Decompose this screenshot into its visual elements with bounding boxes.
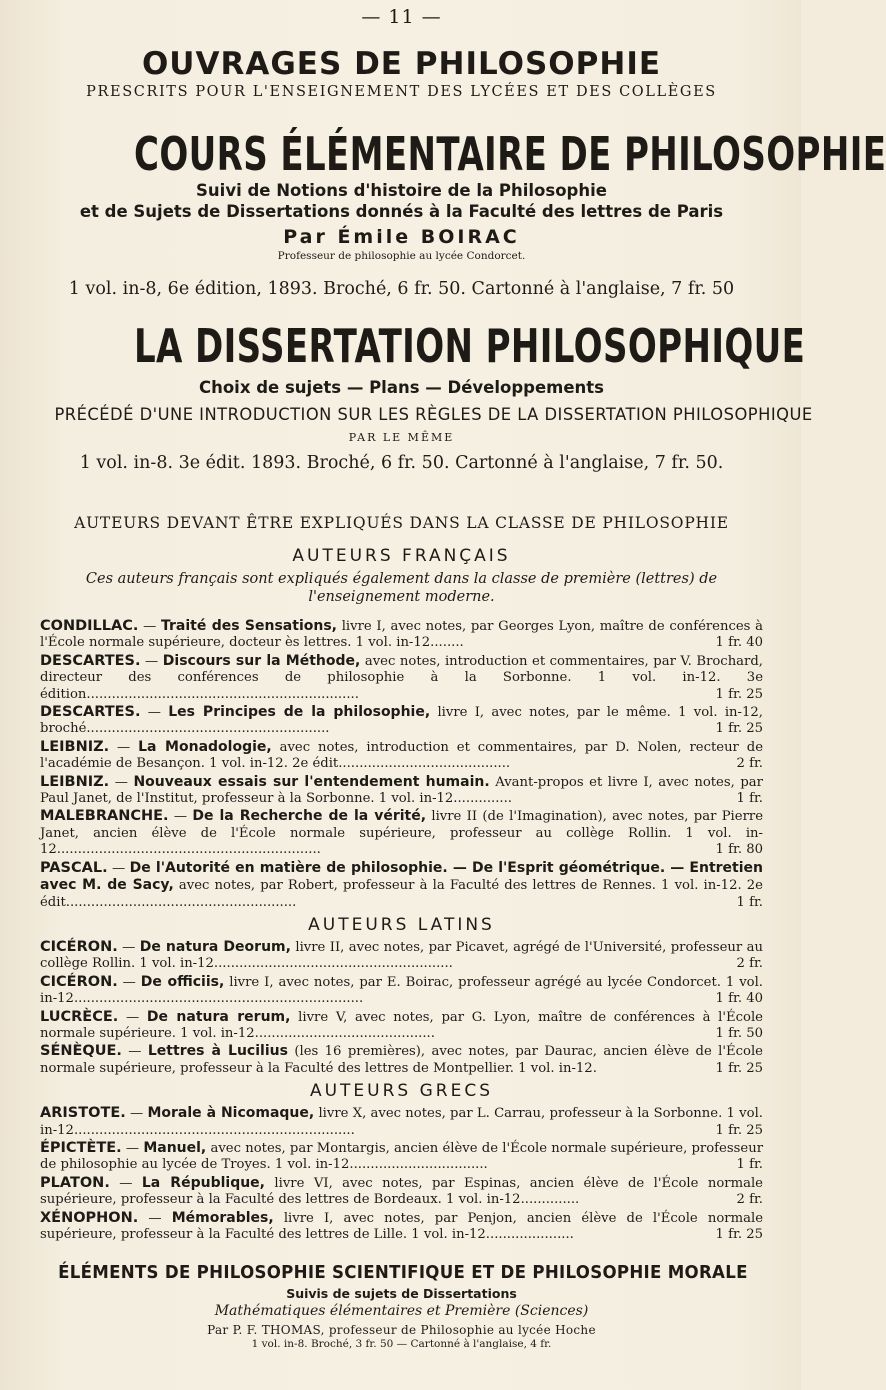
book-title-cours: COURS ÉLÉMENTAIRE DE PHILOSOPHIE xyxy=(133,127,886,181)
book-dissertation-choix: Choix de sujets — Plans — Développements xyxy=(198,378,604,397)
book-dissertation-preceded: PRÉCÉDÉ D'UNE INTRODUCTION SUR LES RÈGLES DE LA DISSERTATION PHILOSOPHIQUE xyxy=(54,405,813,425)
francais-note: Ces auteurs français sont expliqués également dans la classe de première (lettres) de l'enseignement moderne. xyxy=(85,571,718,605)
book-elements-author: Par P. F. THOMAS, professeur de Philosophie au lycée Hoche xyxy=(207,1323,596,1338)
list-item: LEIBNIZ. — La Monadologie, avec notes, introduction et commentaires, par D. Nolen, recteur de l'académie de Besançon. 1 vol. in-12. 2e édit......................................... 2 fr. xyxy=(40,738,763,772)
list-item: PLATON. — La République, livre VI, avec notes, par Espinas, ancien élève de l'École normale supérieure, professeur à la Faculté des lettres de Bordeaux. 1 vol. in-12.............. 2 fr. xyxy=(40,1174,763,1208)
book-cours-author-role: Professeur de philosophie au lycée Condorcet. xyxy=(277,250,526,262)
book-title-dissertation: LA DISSERTATION PHILOSOPHIQUE xyxy=(133,319,806,373)
list-item: PASCAL. — De l'Autorité en matière de philosophie. — De l'Esprit géométrique. — Entretien avec M. de Sacy, avec notes, par Robert, professeur à la Faculté des lettres de Rennes. 1 vol. in-12. 2e édit....................................................... 1 fr. xyxy=(40,859,763,910)
grecs-heading: AUTEURS GRECS xyxy=(309,1081,494,1102)
list-item: SÉNÈQUE. — Lettres à Lucilius (les 16 premières), avec notes, par Daurac, ancien élève de l'École normale supérieure, professeur à la Faculté des lettres de Montpellier. 1 vol. in-12. 1 fr. 25 xyxy=(40,1043,763,1076)
list-item: XÉNOPHON. — Mémorables, livre I, avec notes, par Penjon, ancien élève de l'École normale supérieure, professeur à la Faculté des lettres de Lille. 1 vol. in-12..................... 1 fr. 25 xyxy=(40,1209,763,1242)
book-elements-suivis: Suivis de sujets de Dissertations xyxy=(286,1286,517,1302)
page-number: — 11 — xyxy=(361,6,442,28)
book-dissertation-par: PAR LE MÊME xyxy=(348,431,455,444)
list-item: DESCARTES. — Les Principes de la philosophie, livre I, avec notes, par le même. 1 vol. in-12, broché.......................................................... 1 fr. 25 xyxy=(40,704,763,737)
book-cours-line2: et de Sujets de Dissertations donnés à la Faculté des lettres de Paris xyxy=(79,202,724,221)
book-dissertation-edition: 1 vol. in-8. 3e édit. 1893. Broché, 6 fr. 50. Cartonné à l'anglaise, 7 fr. 50. xyxy=(79,453,724,473)
list-item: CICÉRON. — De natura Deorum, livre II, avec notes, par Picavet, agrégé de l'Université, professeur au collège Rollin. 1 vol. in-12......................................................... 2 fr. xyxy=(40,938,763,972)
list-item: DESCARTES. — Discours sur la Méthode, avec notes, introduction et commentaires, par V. Brochard, directeur des conférences de philosophie à la Sorbonne. 1 vol. in-12. 3e édition................................................................. 1 fr. 25 xyxy=(40,652,763,702)
section-subtitle: PRESCRITS POUR L'ENSEIGNEMENT DES LYCÉES ET DES COLLÈGES xyxy=(86,84,717,100)
book-cours-line1: Suivi de Notions d'histoire de la Philosophie xyxy=(196,181,607,200)
list-item: ARISTOTE. — Morale à Nicomaque, livre X, avec notes, par L. Carrau, professeur à la Sorbonne. 1 vol. in-12................................................................... 1 fr. 25 xyxy=(40,1105,763,1138)
list-item: LEIBNIZ. — Nouveaux essais sur l'entendement humain. Avant-propos et livre I, avec notes, par Paul Janet, de l'Institut, professeur à la Sorbonne. 1 vol. in-12.............. 1 fr. xyxy=(40,773,763,807)
book-elements-edition: 1 vol. in-8. Broché, 3 fr. 50 — Cartonné à l'anglaise, 4 fr. xyxy=(251,1338,552,1351)
list-item: LUCRÈCE. — De natura rerum, livre V, avec notes, par G. Lyon, maître de conférences à l'École normale supérieure. 1 vol. in-12........................................... 1 fr. 50 xyxy=(40,1008,763,1041)
latins-heading: AUTEURS LATINS xyxy=(308,914,495,935)
book-title-elements: ÉLÉMENTS DE PHILOSOPHIE SCIENTIFIQUE ET DE PHILOSOPHIE MORALE xyxy=(58,1263,748,1284)
francais-list xyxy=(40,618,763,911)
auteurs-heading: AUTEURS DEVANT ÊTRE EXPLIQUÉS DANS LA CLASSE DE PHILOSOPHIE xyxy=(74,514,729,532)
section-title: OUVRAGES DE PHILOSOPHIE xyxy=(141,46,662,82)
grecs-list xyxy=(40,1105,763,1243)
francais-heading: AUTEURS FRANÇAIS xyxy=(292,546,511,566)
list-item: MALEBRANCHE. — De la Recherche de la vérité, livre II (de l'Imagination), avec notes, par Pierre Janet, ancien élève de l'École normale supérieure, professeur au collège Rollin. 1 vol. in-12............................................................... 1 fr. 80 xyxy=(40,808,763,858)
list-item: CONDILLAC. — Traité des Sensations, livre I, avec notes, par Georges Lyon, maître de conférences à l'École normale supérieure, docteur ès lettres. 1 vol. in-12........ 1 fr. 40 xyxy=(40,618,763,651)
book-cours-author: Par Émile BOIRAC xyxy=(283,226,520,248)
list-item: ÉPICTÈTE. — Manuel, avec notes, par Montargis, ancien élève de l'École normale supérieure, professeur de philosophie au lycée de Troyes. 1 vol. in-12................................. 1 fr. xyxy=(40,1139,763,1173)
latins-list xyxy=(40,939,763,1077)
book-cours-edition: 1 vol. in-8, 6e édition, 1893. Broché, 6 fr. 50. Cartonné à l'anglaise, 7 fr. 50 xyxy=(68,279,735,299)
book-elements-classes: Mathématiques élémentaires et Première (Sciences) xyxy=(214,1303,589,1320)
list-item: CICÉRON. — De officiis, livre I, avec notes, par E. Boirac, professeur agrégé au lycée Condorcet. 1 vol. in-12..................................................................... 1 fr. 40 xyxy=(40,973,763,1007)
